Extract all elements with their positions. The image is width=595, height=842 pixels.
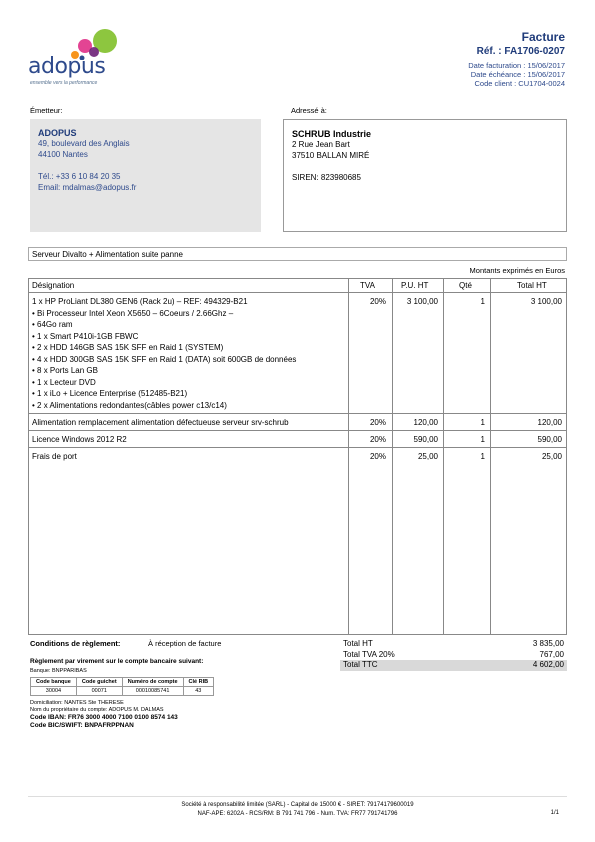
table-row xyxy=(29,448,566,465)
designation-line: • Bi Processeur Intel Xeon X5650 – 6Coeurs / 2.66Ghz – xyxy=(32,308,234,318)
total-tva-row xyxy=(340,650,567,661)
bank-transfer-title: Règlement par virement sur le compte bancaire suivant: xyxy=(30,658,204,665)
row-total: 25,00 xyxy=(541,452,562,461)
document-title: Facture xyxy=(521,30,565,44)
bank-name: Banque: BNPPARIBAS xyxy=(30,668,87,674)
row-tva: 20% xyxy=(369,418,386,427)
recipient-label: Adressé à: xyxy=(291,106,327,115)
footer-line: NAF-APE: 6202A - RCS/RM: B 791 741 796 - Num. TVA: FR77 791741796 xyxy=(197,811,398,817)
bank-value-cell: 00071 xyxy=(76,687,122,696)
payment-terms xyxy=(30,639,320,729)
designation-line: • 8 x Ports Lan GB xyxy=(32,366,98,375)
row-tva: 20% xyxy=(369,435,386,444)
designation-line: • 2 x HDD 146GB SAS 15K SFF en Raid 1 (SYSTEM) xyxy=(32,343,224,352)
total-ttc-label: Total TTC xyxy=(343,660,378,669)
table-header-row xyxy=(29,279,566,293)
bank-domiciliation: Domiciliation: NANTES Ste THERESE xyxy=(30,700,124,706)
total-ht-row xyxy=(340,639,567,650)
invoice-subject: Serveur Divalto + Alimentation suite panne xyxy=(28,247,567,261)
emitter-label: Émetteur: xyxy=(30,106,63,115)
row-unit-price: 120,00 xyxy=(413,418,438,427)
row-quantity: 1 xyxy=(480,418,485,427)
emitter-email: Email: mdalmas@adopus.fr xyxy=(38,183,137,192)
company-logo xyxy=(28,28,138,90)
table-row xyxy=(29,294,566,414)
total-ht-value: 3 835,00 xyxy=(532,639,564,648)
designation-line: • 4 x HDD 300GB SAS 15K SFF en Raid 1 (DATA) soit 600GB de données xyxy=(32,354,297,364)
designation-line: • 64Go ram xyxy=(32,320,73,329)
column-header-quantity: Qté xyxy=(459,281,472,290)
bank-header-cell: Clé RIB xyxy=(183,678,214,687)
bank-value-cell: 00010085741 xyxy=(122,687,183,696)
bank-header-cell: Code banque xyxy=(31,678,77,687)
row-total: 3 100,00 xyxy=(530,297,562,306)
logo-wordmark: adopus xyxy=(28,54,106,79)
row-designation xyxy=(32,296,344,411)
row-unit-price: 25,00 xyxy=(417,452,438,461)
recipient-address-box xyxy=(283,119,567,232)
total-tva-label: Total TVA 20% xyxy=(343,649,395,659)
emitter-street: 49, boulevard des Anglais xyxy=(38,139,130,148)
row-tva: 20% xyxy=(369,452,386,461)
totals-block xyxy=(340,639,567,671)
bank-details-table xyxy=(30,677,214,696)
total-ttc-value: 4 602,00 xyxy=(532,660,564,669)
column-header-tva: TVA xyxy=(360,281,375,290)
page-number: 1/1 xyxy=(550,810,559,816)
recipient-name: SCHRUB Industrie xyxy=(292,129,372,139)
designation-line: 1 x HP ProLiant DL380 GEN6 (Rack 2u) – REF: 494329-B21 xyxy=(32,297,248,306)
recipient-city: 37510 BALLAN MIRÉ xyxy=(292,151,370,160)
column-header-designation: Désignation xyxy=(32,281,75,290)
row-tva: 20% xyxy=(369,297,386,306)
row-designation: Alimentation remplacement alimentation défectueuse serveur srv-schrub xyxy=(32,418,289,427)
payment-conditions xyxy=(30,639,320,648)
footer-divider xyxy=(28,796,567,797)
recipient-street: 2 Rue Jean Bart xyxy=(292,140,350,149)
bank-bic: Code BIC/SWIFT: BNPAFRPPNAN xyxy=(30,722,134,729)
table-row xyxy=(29,414,566,431)
row-unit-price: 590,00 xyxy=(413,435,438,444)
invoice-header xyxy=(468,30,565,88)
row-quantity: 1 xyxy=(480,297,485,306)
total-tva-value: 767,00 xyxy=(539,649,564,659)
row-designation: Frais de port xyxy=(32,452,77,461)
total-ttc-row xyxy=(340,660,567,671)
column-header-unit-price: P.U. HT xyxy=(401,281,429,290)
bank-value-cell: 43 xyxy=(183,687,214,696)
designation-line: • 1 x Lecteur DVD xyxy=(32,377,96,387)
column-header-total: Total HT xyxy=(517,281,547,290)
invoice-items-table xyxy=(28,278,567,635)
payment-conditions-label: Conditions de règlement: xyxy=(30,639,121,648)
designation-line: • 2 x Alimentations redondantes(câbles power c13/c14) xyxy=(32,400,227,410)
total-ht-label: Total HT xyxy=(343,639,373,648)
emitter-city: 44100 Nantes xyxy=(38,150,88,159)
bank-header-cell: Code guichet xyxy=(76,678,122,687)
row-total: 120,00 xyxy=(537,418,562,427)
bank-value-cell: 30004 xyxy=(31,687,77,696)
table-row xyxy=(29,431,566,448)
client-code: Code client : CU1704-0024 xyxy=(474,79,565,88)
due-date: Date échéance : 15/06/2017 xyxy=(470,70,565,79)
designation-line: • 1 x Smart P410i-1GB FBWC xyxy=(32,331,139,341)
recipient-siren: SIREN: 823980685 xyxy=(292,173,361,182)
row-quantity: 1 xyxy=(480,452,485,461)
bank-account-owner: Nom du propriétaire du compte: ADOPUS M. DALMAS xyxy=(30,707,164,713)
emitter-name: ADOPUS xyxy=(38,128,77,138)
currency-note: Montants exprimés en Euros xyxy=(469,266,565,275)
row-total: 590,00 xyxy=(537,435,562,444)
emitter-phone: Tél.: +33 6 10 84 20 35 xyxy=(38,172,121,181)
legal-footer xyxy=(0,801,595,819)
invoice-reference: Réf. : FA1706-0207 xyxy=(476,46,565,57)
designation-line: • 1 x iLo + Licence Enterprise (512485-B21) xyxy=(32,389,188,398)
bank-header-cell: Numéro de compte xyxy=(122,678,183,687)
logo-tagline: ensemble vers la performance xyxy=(30,80,98,86)
emitter-address-box xyxy=(30,119,261,232)
payment-conditions-value: À réception de facture xyxy=(148,639,222,648)
footer-line: Société à responsabilité limitée (SARL) - Capital de 15000 € - SIRET: 79174179600019 xyxy=(181,802,414,808)
row-quantity: 1 xyxy=(480,435,485,444)
row-unit-price: 3 100,00 xyxy=(406,297,438,306)
invoice-date: Date facturation : 15/06/2017 xyxy=(468,61,565,70)
bank-iban: Code IBAN: FR76 3000 4000 7100 0100 8574 143 xyxy=(30,714,178,721)
row-designation: Licence Windows 2012 R2 xyxy=(32,435,127,444)
